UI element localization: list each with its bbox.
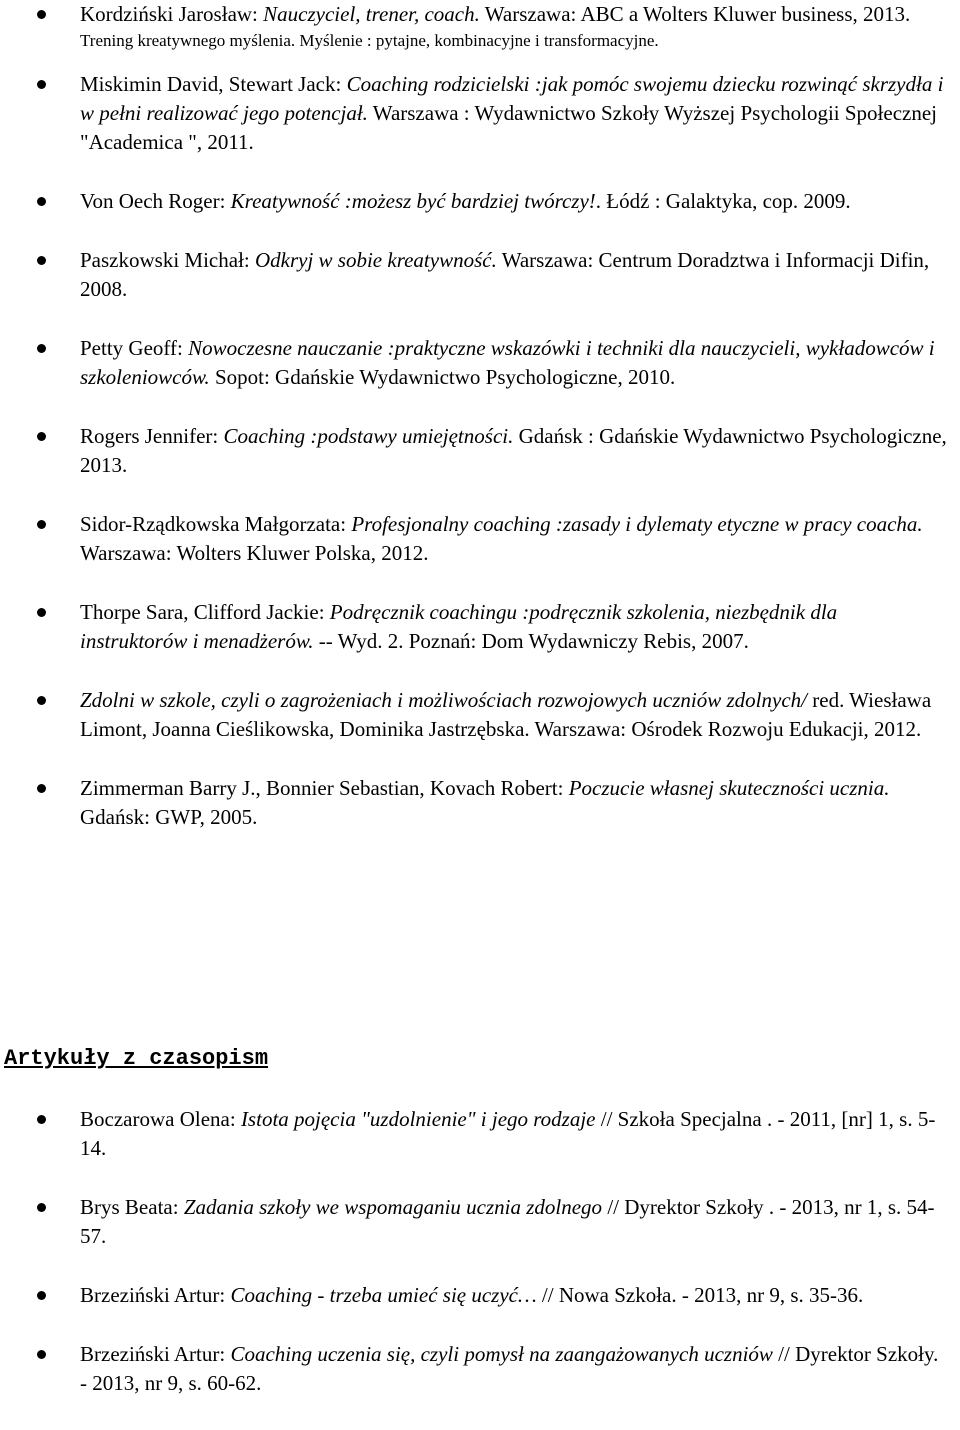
entry-title: Nauczyciel, trener, coach. (263, 2, 480, 26)
entry-title: Kreatywność :możesz być bardziej twórczy! (230, 189, 596, 213)
entry-title: Podręcznik coachingu :podręcznik szkolenia, niezbędnik dla instruktorów i menadżerów. (80, 600, 838, 653)
entry-note: Trening kreatywnego myślenia. Myślenie : pytajne, kombinacyjne i transformacyjne. (80, 31, 659, 50)
list-item (0, 246, 960, 304)
entry-author: Brzeziński Artur: (80, 1342, 231, 1366)
entry-title: Coaching :podstawy umiejętności. (223, 424, 514, 448)
entry-author: Von Oech Roger: (80, 189, 231, 213)
list-item (0, 1281, 960, 1310)
entry-author: Kordziński Jarosław: (80, 2, 264, 26)
entry-publisher: Warszawa: Wolters Kluwer Polska, 2012. (80, 541, 429, 565)
entry-author: Boczarowa Olena: (80, 1107, 241, 1131)
entry-publisher: Warszawa: Centrum Doradztwa i Informacji Difin, 2008. (80, 248, 930, 301)
list-item (0, 422, 960, 480)
entry-publisher: red. Wiesława Limont, Joanna Cieślikowska, Dominika Jastrzębska. Warszawa: Ośrodek Rozwoju Edukacji, 2012. (80, 688, 932, 741)
entry-title: Coaching rodzicielski :jak pomóc swojemu dziecku rozwinąć skrzydła i w pełni realizować jego potencjał. (80, 72, 944, 125)
list-item (0, 598, 960, 656)
entry-publisher: Sopot: Gdańskie Wydawnictwo Psychologiczne, 2010. (209, 365, 676, 389)
entry-publisher: . Łódź : Galaktyka, cop. 2009. (595, 189, 851, 213)
article-list (0, 1105, 960, 1428)
entry-publisher: -- Wyd. 2. Poznań: Dom Wydawniczy Rebis, 2007. (313, 629, 749, 653)
entry-author: Petty Geoff: (80, 336, 189, 360)
entry-author: Sidor-Rządkowska Małgorzata: (80, 512, 352, 536)
entry-source: // Nowa Szkoła. - 2013, nr 9, s. 35-36. (536, 1283, 864, 1307)
list-item (0, 1193, 960, 1251)
entry-source: // Szkoła Specjalna . - 2011, [nr] 1, s. 5-14. (80, 1107, 936, 1160)
entry-title: Istota pojęcia "uzdolnienie" i jego rodzaje (240, 1107, 596, 1131)
list-item (0, 1105, 960, 1163)
entry-title: Nowoczesne nauczanie :praktyczne wskazówki i techniki dla nauczycieli, wykładowców i szkoleniowców. (80, 336, 935, 389)
list-item (0, 686, 960, 744)
entry-author: Miskimin David, Stewart Jack: (80, 72, 347, 96)
entry-title: Odkryj w sobie kreatywność. (254, 248, 497, 272)
entry-publisher: Gdańsk: GWP, 2005. (80, 805, 258, 829)
list-item (0, 510, 960, 568)
list-item (0, 0, 960, 52)
list-item (0, 187, 960, 216)
entry-publisher: Warszawa : Wydawnictwo Szkoły Wyższej Psychologii Społecznej "Academica ", 2011. (80, 101, 938, 154)
entry-author: Zimmerman Barry J., Bonnier Sebastian, Kovach Robert: (80, 776, 569, 800)
entry-author: Rogers Jennifer: (80, 424, 224, 448)
entry-title: Profesjonalny coaching :zasady i dylematy etyczne w pracy coacha. (351, 512, 923, 536)
entry-publisher: Warszawa: ABC a Wolters Kluwer business, 2013. (479, 2, 911, 26)
entry-author: Brzeziński Artur: (80, 1283, 231, 1307)
entry-title: Coaching - trzeba umieć się uczyć… (230, 1283, 537, 1307)
entry-source: // Dyrektor Szkoły . - 2013, nr 1, s. 54-57. (80, 1195, 935, 1248)
list-item (0, 70, 960, 157)
entry-title: Coaching uczenia się, czyli pomysł na zaangażowanych uczniów (230, 1342, 773, 1366)
entry-author: Thorpe Sara, Clifford Jackie: (80, 600, 330, 624)
list-item (0, 1340, 960, 1398)
entry-title: Zadania szkoły we wspomaganiu ucznia zdolnego (183, 1195, 603, 1219)
entry-author: Brys Beata: (80, 1195, 184, 1219)
entry-title: Poczucie własnej skuteczności ucznia. (568, 776, 890, 800)
list-item (0, 774, 960, 832)
entry-publisher: Gdańsk : Gdańskie Wydawnictwo Psychologiczne, 2013. (80, 424, 947, 477)
entry-title: Zdolni w szkole, czyli o zagrożeniach i możliwościach rozwojowych uczniów zdolnych/ (80, 688, 807, 712)
list-item (0, 334, 960, 392)
entry-author: Paszkowski Michał: (80, 248, 255, 272)
section-heading: Artykuły z czasopism (4, 1046, 269, 1071)
entry-source: // Dyrektor Szkoły. - 2013, nr 9, s. 60-62. (80, 1342, 939, 1395)
